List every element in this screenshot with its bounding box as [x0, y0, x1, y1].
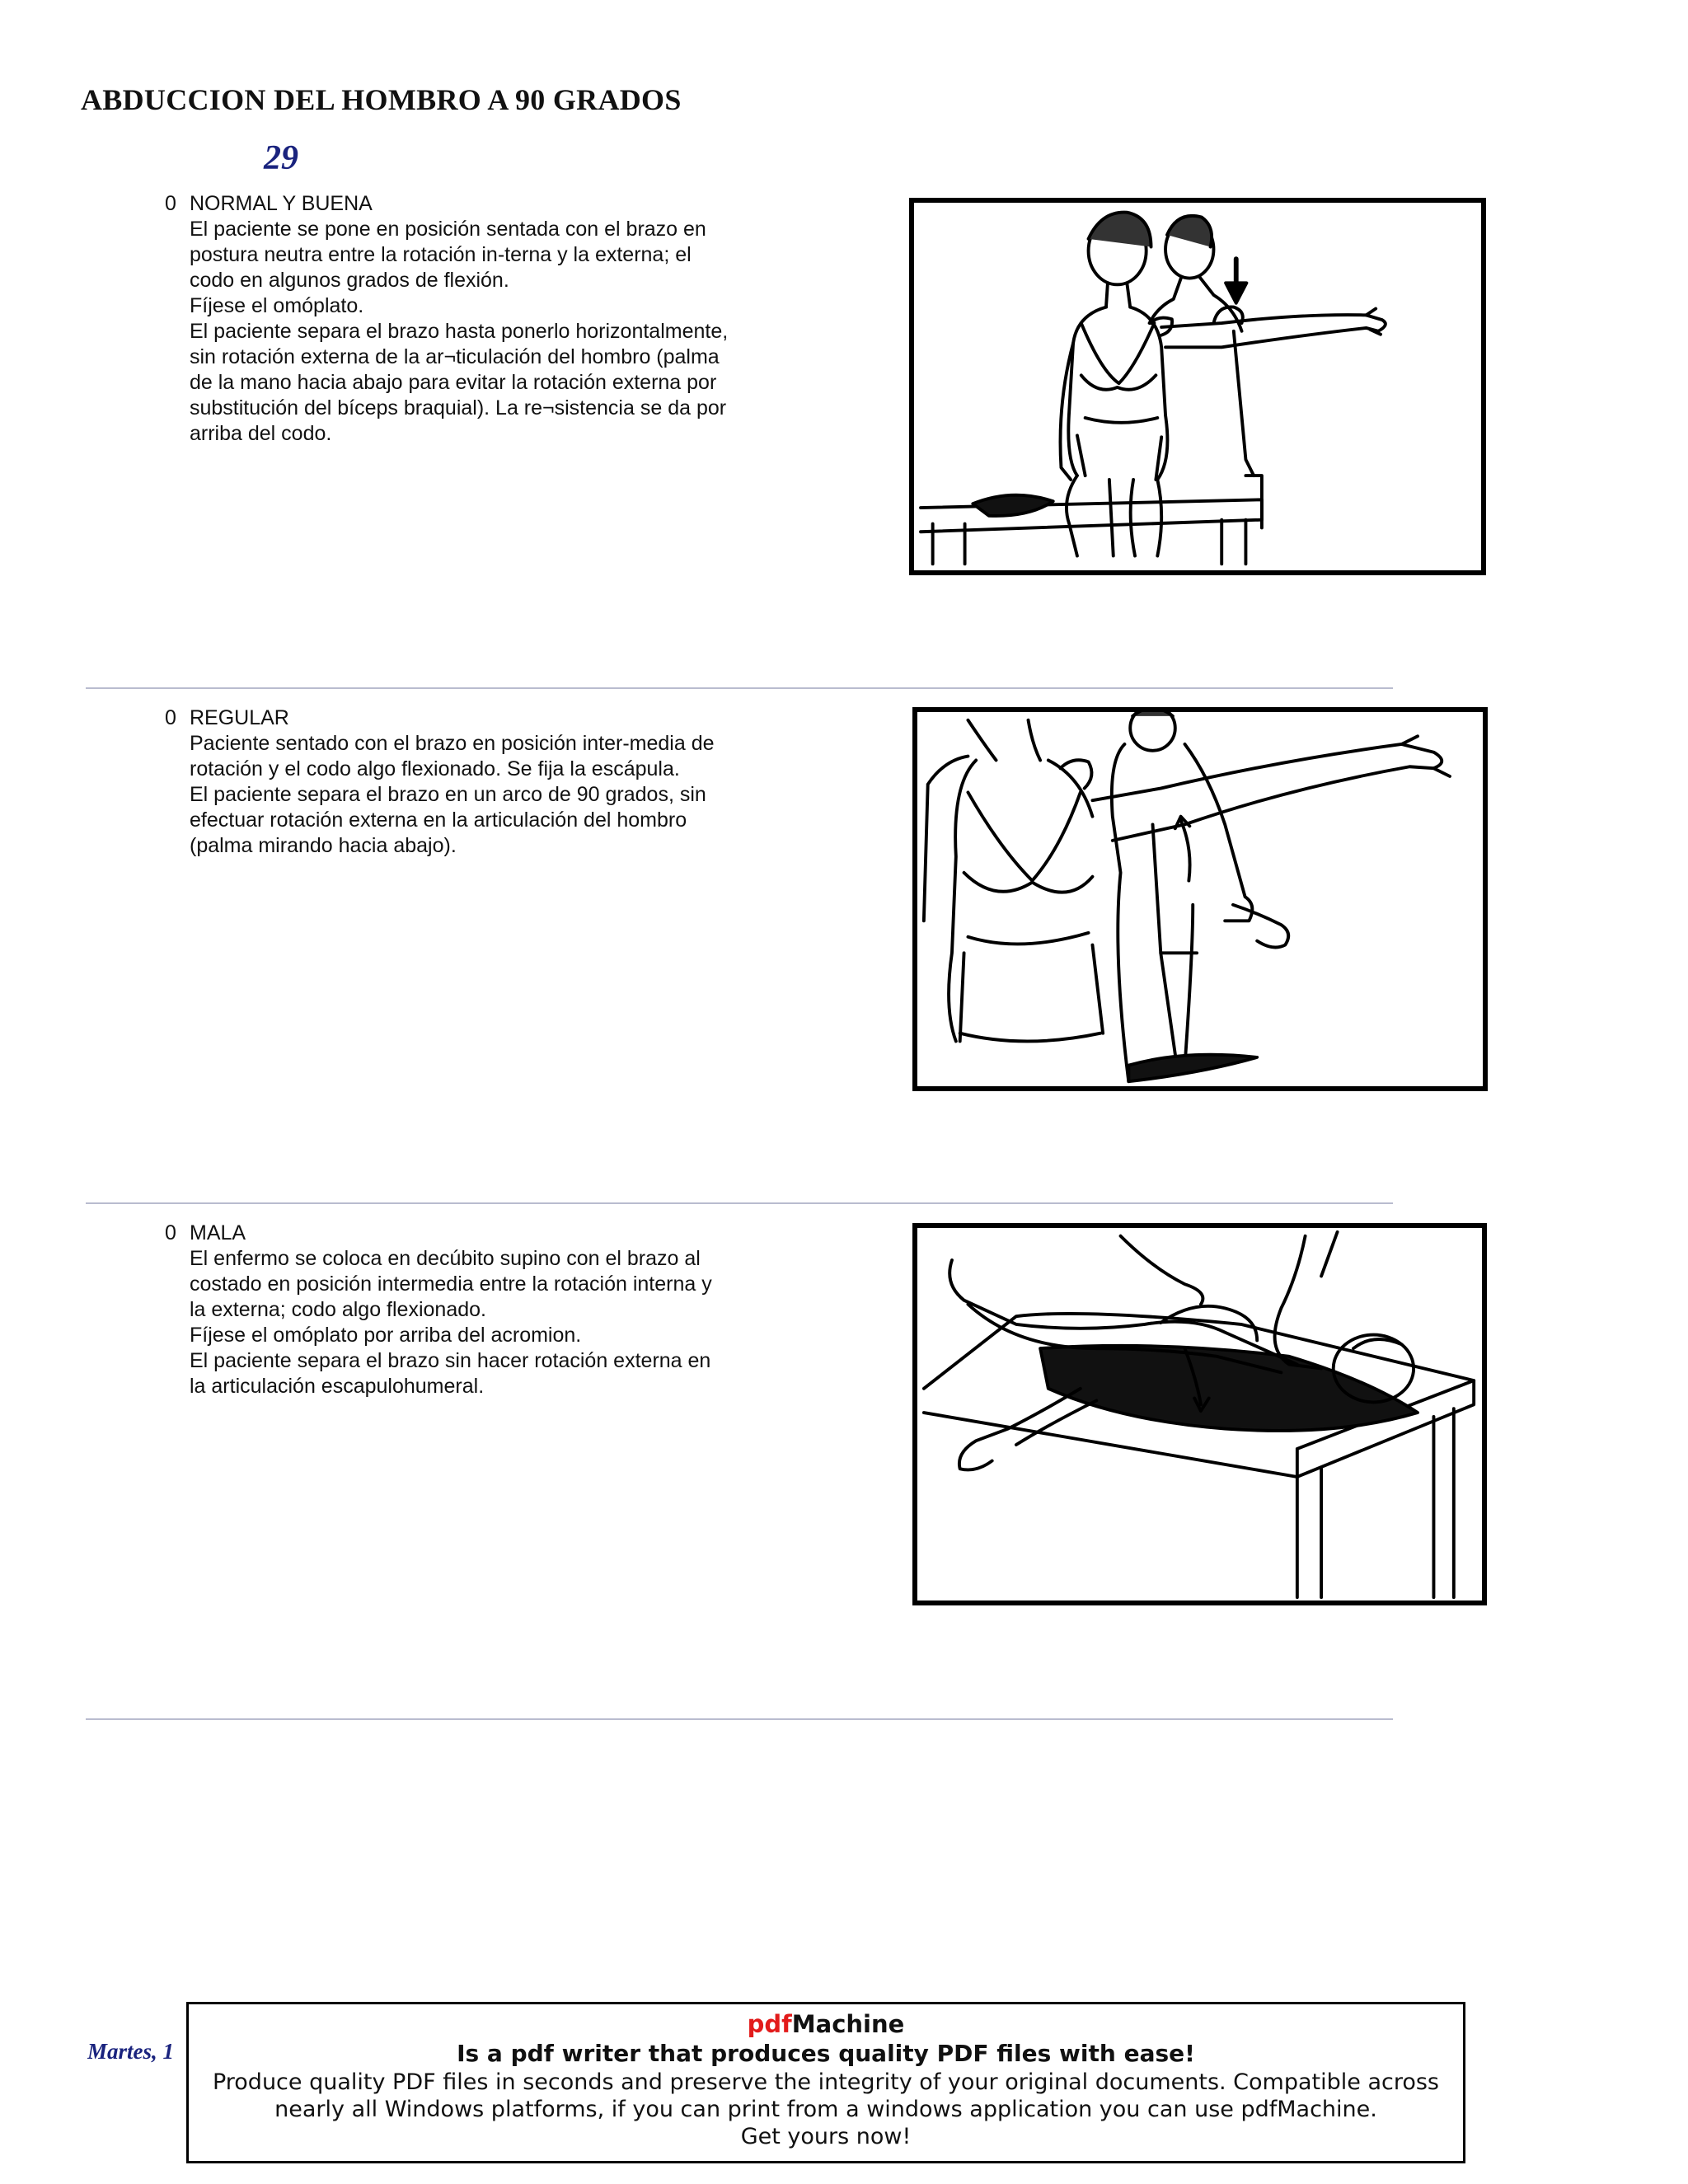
- page-title: ABDUCCION DEL HOMBRO A 90 GRADOS: [81, 83, 682, 116]
- section-regular: [165, 705, 791, 859]
- grade-description: Paciente sentado con el brazo en posición inter-media de rotación y el codo algo flexionado. Se fija la escápula. El paciente separa el brazo en un arco de 90 grados, sin efectuar rotación externa en la articulación del hombro (palma mirando hacia abajo).: [190, 732, 715, 857]
- section-divider: [86, 1202, 1393, 1204]
- illustration-3-svg: [917, 1228, 1482, 1601]
- grade-heading: NORMAL Y BUENA: [190, 192, 373, 215]
- seated-patient-shoulder-abduction-illustration: [909, 198, 1486, 575]
- section-normal-buena: [165, 191, 791, 447]
- ad-cta-link[interactable]: Get yours now!: [740, 2124, 912, 2149]
- grade-heading: REGULAR: [190, 706, 289, 729]
- section-divider: [86, 1718, 1393, 1720]
- grade-description: El paciente se pone en posición sentada con el brazo en postura neutra entre la rotación in-terna y la externa; el codo en algunos grados de flexión. Fíjese el omóplato. El paciente separa el brazo hasta ponerlo horizontalmente, sin rotación externa de la ar¬ticulación del hombro (palma de la mano hacia abajo para evitar la rotación externa por substitución del bíceps braquial). La re¬sistencia se da por arriba del codo.: [190, 218, 729, 445]
- page-number: 29: [264, 139, 298, 177]
- illustration-1-svg: [914, 203, 1481, 570]
- section-divider: [86, 687, 1393, 689]
- illustration-2-svg: [917, 712, 1483, 1086]
- ad-tagline: Is a pdf writer that produces quality PDF files with ease!: [457, 2040, 1195, 2067]
- supine-patient-on-table-illustration: [912, 1223, 1487, 1605]
- section-bullet: 0: [165, 1221, 176, 1244]
- pdfmachine-ad-box[interactable]: [186, 2002, 1465, 2163]
- section-mala: [165, 1221, 791, 1399]
- grade-description: El enfermo se coloca en decúbito supino con el brazo al costado en posición intermedia entre la rotación interna y la externa; codo algo flexionado. Fíjese el omóplato por arriba del acromion. El paciente separa el brazo sin hacer rotación externa en la articulación escapulohumeral.: [190, 1247, 712, 1398]
- seated-patient-arm-arc-illustration: [912, 707, 1488, 1091]
- section-bullet: 0: [165, 192, 176, 215]
- ad-body: Produce quality PDF files in seconds and preserve the integrity of your original documents. Compatible across nearly all Windows platforms, if you can print from a windows application you can use pdfMachine.: [212, 2069, 1440, 2122]
- ad-brand-machine: Machine: [791, 2010, 905, 2038]
- grade-heading: MALA: [190, 1221, 246, 1244]
- ad-brand: [189, 2009, 1463, 2039]
- footer-date: Martes, 1: [87, 2039, 175, 2064]
- ad-brand-pdf: pdf: [747, 2010, 792, 2038]
- section-bullet: 0: [165, 706, 176, 729]
